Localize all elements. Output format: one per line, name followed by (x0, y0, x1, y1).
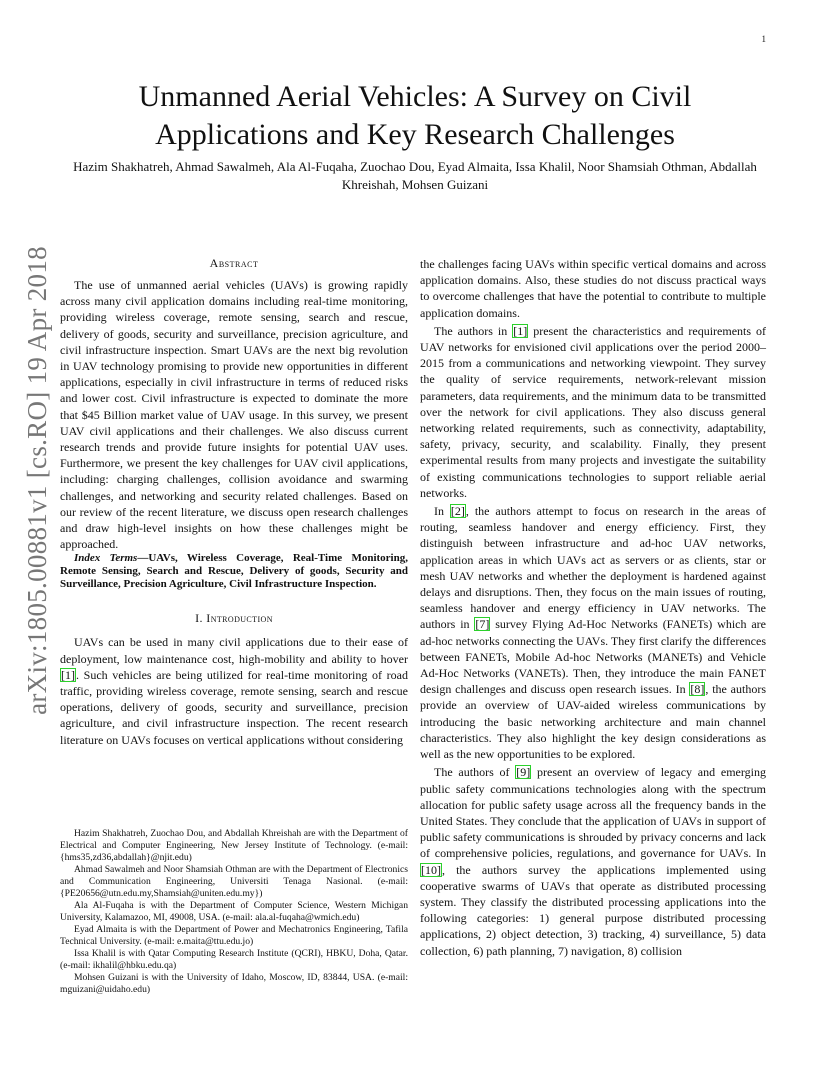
index-terms (60, 552, 408, 591)
abstract-text: The use of unmanned aerial vehicles (UAVs) is growing rapidly across many civil application domains including real-time monitoring, providing wireless coverage, remote sensing, search and rescue, delivery of goods, security and surveillance, precision agriculture, and civil infrastructure inspection. Smart UAVs are the next big revolution in UAV technology promising to provide new opportunities in different applications, especially in civil infrastructure in terms of reduced risks and lower cost. Civil infrastructure is expected to dominate the more that $45 Billion market value of UAV usage. In this survey, we present UAV civil applications and their challenges. We also discuss current research trends and provide future insights for potential UAV uses. Furthermore, we present the key challenges for UAV civil applications, including: charging challenges, collision avoidance and swarming challenges, and networking and security related challenges. Based on our review of the recent literature, we discuss open research challenges and draw high-level insights on how these challenges might be approached. (60, 278, 408, 552)
footnote: Mohsen Guizani is with the University of Idaho, Moscow, ID, 83844, USA. (e-mail: mguizani@uidaho.edu) (60, 972, 408, 995)
footnote: Ahmad Sawalmeh and Noor Shamsiah Othman are with the Department of Electronics and Communication Engineering, Universiti Tenaga Nasional. (e-mail: {PE20656@utn.edu.my,Shamsiah@uniten.edu.my}) (60, 864, 408, 899)
intro-paragraph: UAVs can be used in many civil applications due to their ease of deployment, low maintenance cost, high-mobility and ability to hover [1]. Such vehicles are being utilized for real-time monitoring of road traffic, providing wireless coverage, remote sensing, search and rescue operations, delivery of goods, security and surveillance, precision agriculture, and civil infrastructure inspection. The recent research literature on UAVs focuses on vertical applications without considering (60, 635, 408, 747)
citation-link[interactable]: [8] (690, 682, 705, 697)
arxiv-identifier (21, 245, 52, 715)
body-paragraph: The authors in [1] present the characteristics and requirements of UAV networks for envisioned civil applications over the period 2000–2015 from a communications and networking viewpoint. They survey the quality of service requirements, network-relevant mission parameters, data requirements, and the minimum data to be transmitted over the network for civil applications. They also discuss general networking related requirements, such as connectivity, adaptability, safety, privacy, security, and scalability. Finally, they present experimental results from many projects and investigate the suitability of existing communications technologies to support reliable aerial networks. (420, 323, 766, 500)
author-footnotes (60, 828, 408, 996)
paper-title: Unmanned Aerial Vehicles: A Survey on Civil Applications and Key Research Challenges (138, 80, 692, 151)
index-terms-label: Index Terms (74, 552, 138, 565)
body-paragraph: the challenges facing UAVs within specific vertical domains and across application domains. Also, these studies do not discuss practical ways to overcome challenges that have the potential to contribute to multiple application domains. (420, 257, 766, 320)
author-list: Hazim Shakhatreh, Ahmad Sawalmeh, Ala Al-Fuqaha, Zuochao Dou, Eyad Almaita, Issa Khalil, Noor Shamsiah Othman, Abdallah Khreishah, Mohsen Guizani (73, 159, 757, 192)
right-column (420, 256, 766, 959)
left-column (60, 256, 408, 748)
body-paragraph: The authors of [9] present an overview of legacy and emerging public safety communications technologies along with the spectrum allocation for public safety usage across all the frequency bands in the United States. They conclude that the application of UAVs in support of public safety communications is shrouded by privacy concerns and lack of comprehensive policies, regulations, and governance for UAVs. In [10], the authors survey the applications implemented using cooperative swarms of UAVs that operate as distributed processing system. They classify the distributed processing applications into the following categories: 1) general purpose distributed processing applications, 2) object detection, 3) tracking, 4) surveillance, 5) data collection, 6) path planning, 7) navigation, 8) collision (420, 765, 766, 958)
citation-link[interactable]: [1] (513, 323, 528, 338)
footnote: Ala Al-Fuqaha is with the Department of Computer Science, Western Michigan University, Kalamazoo, MI, 49008, USA. (e-mail: ala.al-fuqaha@wmich.edu) (60, 900, 408, 923)
citation-link[interactable]: [2] (450, 504, 465, 519)
footnote: Eyad Almaita is with the Department of Power and Mechatronics Engineering, Tafila Technical University. (e-mail: e.maita@ttu.edu.jo) (60, 924, 408, 947)
body-paragraph: In [2], the authors attempt to focus on research in the areas of routing, seamless handover and energy efficiency. First, they distinguish between infrastructure and ad-hoc UAV networks, application areas in which UAVs act as servers or as clients, star or mesh UAV networks and whether the deployment is hardened against delays and disruptions. Then, they focus on the main issues of routing, seamless handover and energy efficiency in UAV networks. The authors in [7] survey Flying Ad-Hoc Networks (FANETs) which are ad-hoc networks connecting the UAVs. They first clarify the differences between FANETs, Mobile Ad-hoc Networks (MANETs) and Vehicle Ad-Hoc Networks (VANETs). Then, they introduce the main FANET design challenges and discuss open research issues. In [8], the authors provide an overview of UAV-aided wireless communications by introducing the basic networking architecture and main channel characteristics. They also highlight the key design considerations as well as the new opportunities to be explored. (420, 504, 766, 762)
citation-link[interactable]: [1] (61, 667, 75, 682)
footnote: Hazim Shakhatreh, Zuochao Dou, and Abdallah Khreishah are with the Department of Electrical and Computer Engineering, New Jersey Institute of Technology. (e-mail: {hms35,zd36,abdallah}@njit.edu) (60, 828, 408, 863)
footnote: Issa Khalil is with Qatar Computing Research Institute (QCRI), HBKU, Doha, Qatar. (e-mail: ikhalil@hbku.edu.qa) (60, 948, 408, 971)
citation-link[interactable]: [9] (516, 765, 531, 780)
citation-link[interactable]: [7] (475, 617, 490, 632)
arxiv-identifier-text: arXiv:1805.00881v1 [cs.RO] 19 Apr 2018 (21, 245, 52, 715)
page-number: 1 (761, 34, 766, 44)
abstract-heading: Abstract (209, 256, 259, 270)
index-terms-text: —UAVs, Wireless Coverage, Real-Time Monitoring, Remote Sensing, Search and Rescue, Delivery of goods, Security and Surveillance, Precision Agriculture, Civil Infrastructure Inspection. (60, 552, 408, 591)
section-heading-introduction: I. Introduction (195, 611, 273, 626)
citation-link[interactable]: [10] (421, 862, 441, 877)
